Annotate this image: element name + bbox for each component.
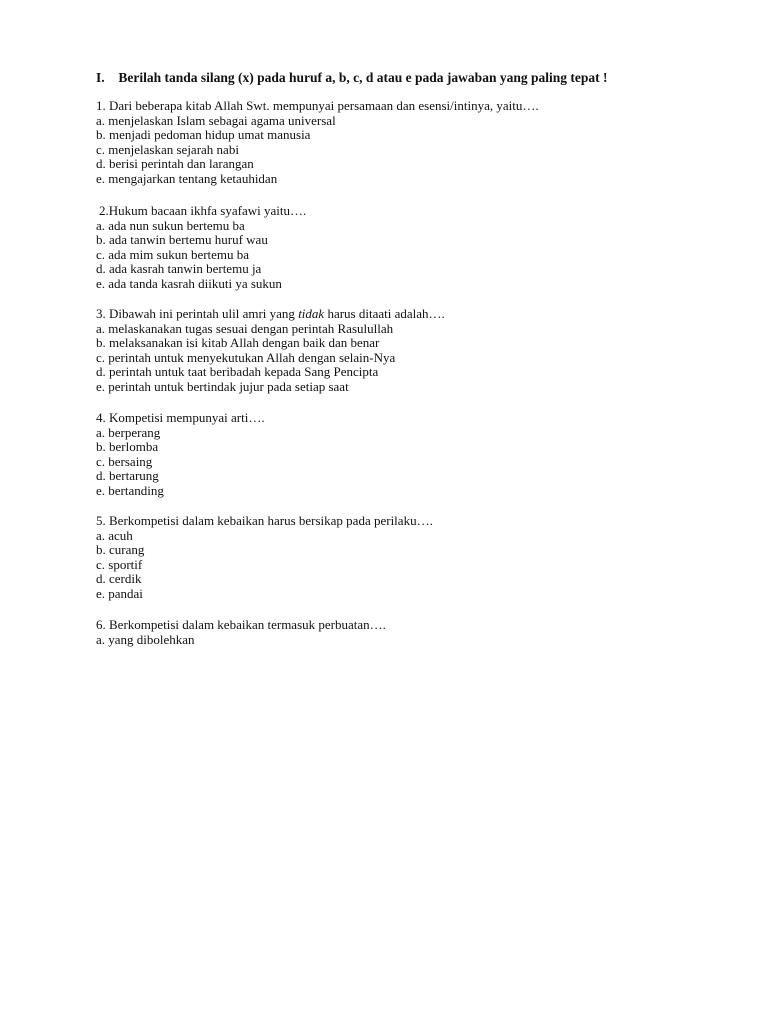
question-3-stem-after: harus ditaati adalah…. <box>324 306 445 321</box>
question-5-stem: 5. Berkompetisi dalam kebaikan harus bersikap pada perilaku…. <box>96 513 433 528</box>
instruction-number: I. <box>96 70 105 85</box>
question-3-option-e: e. perintah untuk bertindak jujur pada setiap saat <box>96 378 349 394</box>
question-4-option-b: b. berlomba <box>96 439 159 455</box>
question-2-option-d: d. ada kasrah tanwin bertemu ja <box>96 261 262 277</box>
question-4 <box>96 411 265 499</box>
instruction-text: Berilah tanda silang (x) pada huruf a, b, c, d atau e pada jawaban yang paling tepat ! <box>118 70 608 85</box>
question-1-option-d: d. berisi perintah dan larangan <box>96 156 254 172</box>
question-1-option-a: a. menjelaskan Islam sebagai agama universal <box>96 112 336 128</box>
question-4-stem: 4. Kompetisi mempunyai arti…. <box>96 410 265 425</box>
question-2-option-e: e. ada tanda kasrah diikuti ya sukun <box>96 275 282 291</box>
question-6 <box>96 618 386 647</box>
question-5-option-b: b. curang <box>96 542 145 558</box>
question-3-stem-emphasis: tidak <box>298 306 325 321</box>
question-4-option-e: e. bertanding <box>96 482 164 498</box>
question-4-option-d: d. bertarung <box>96 468 159 484</box>
question-3-stem-before: 3. Dibawah ini perintah ulil amri yang <box>96 306 299 321</box>
question-5-option-d: d. cerdik <box>96 571 142 587</box>
question-2-option-b: b. ada tanwin bertemu huruf wau <box>96 232 268 248</box>
question-5-option-a: a. acuh <box>96 527 133 543</box>
question-2-option-a: a. ada nun sukun bertemu ba <box>96 217 245 233</box>
question-3 <box>96 307 445 395</box>
question-5 <box>96 514 433 602</box>
question-3-option-a: a. melaskanakan tugas sesuai dengan perintah Rasulullah <box>96 320 394 336</box>
question-1-stem: 1. Dari beberapa kitab Allah Swt. mempunyai persamaan dan esensi/intinya, yaitu…. <box>96 98 539 113</box>
question-4-option-a: a. berperang <box>96 424 161 440</box>
question-2-stem: 2.Hukum bacaan ikhfa syafawi yaitu…. <box>99 203 307 218</box>
question-6-option-a: a. yang dibolehkan <box>96 631 195 647</box>
question-5-option-e: e. pandai <box>96 585 143 601</box>
question-3-option-c: c. perintah untuk menyekutukan Allah dengan selain-Nya <box>96 349 396 365</box>
question-5-option-c: c. sportif <box>96 556 143 572</box>
question-1-option-c: c. menjelaskan sejarah nabi <box>96 141 239 157</box>
question-3-option-b: b. melaksanakan isi kitab Allah dengan baik dan benar <box>96 335 380 351</box>
question-1-option-e: e. mengajarkan tentang ketauhidan <box>96 170 278 186</box>
question-4-option-c: c. bersaing <box>96 453 153 469</box>
question-1 <box>96 99 539 187</box>
question-3-stem <box>96 307 445 322</box>
question-6-stem: 6. Berkompetisi dalam kebaikan termasuk perbuatan…. <box>96 617 386 632</box>
question-3-option-d: d. perintah untuk taat beribadah kepada Sang Pencipta <box>96 364 379 380</box>
question-2 <box>96 204 306 292</box>
question-2-option-c: c. ada mim sukun bertemu ba <box>96 246 250 262</box>
instruction-heading <box>96 69 607 87</box>
question-1-option-b: b. menjadi pedoman hidup umat manusia <box>96 127 311 143</box>
